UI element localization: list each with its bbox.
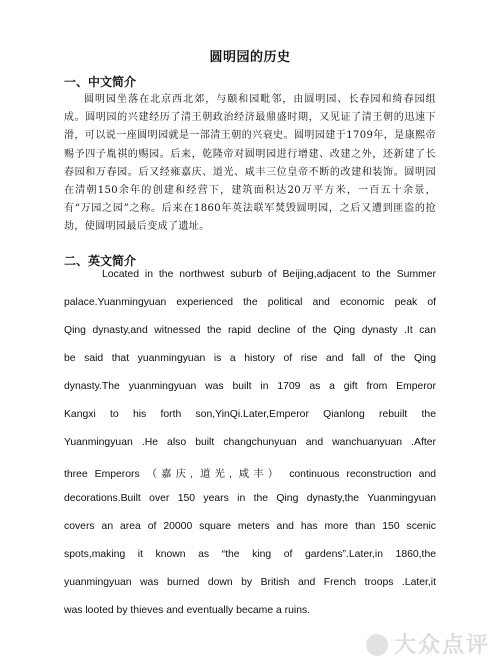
english-line: dynasty.The yuanmingyuan was built in 1709 as a gift from Emperor	[64, 381, 436, 392]
english-line: spots,making it known as “the king of gardens”.Later,in 1860,the	[64, 549, 436, 560]
english-line: yuanmingyuan was burned down by British and French troops .Later,it	[64, 577, 436, 588]
english-line: decorations.Built over 150 years in the Qing dynasty,the Yuanmingyuan	[64, 493, 436, 504]
watermark	[366, 628, 490, 659]
english-line: three Emperors （嘉庆, 道光, 咸丰） continuous reconstruction and	[64, 469, 436, 480]
english-line: Yuanmingyuan .He also built changchunyuan and wanchuanyuan .After	[64, 437, 436, 448]
english-line: Kangxi to his forth son,YinQi.Later,Emperor Qianlong rebuilt the	[64, 409, 436, 420]
document-title: 圆明园的历史	[209, 50, 291, 65]
english-line: be said that yuanmingyuan is a history of rise and fall of the Qing	[64, 353, 436, 364]
english-line: palace.Yuanmingyuan experienced the political and economic peak of	[64, 297, 436, 308]
section-heading-chinese: 一、中文简介	[64, 75, 137, 89]
chinese-paragraph: 圆明园坐落在北京西北郊，与颐和园毗邻，由圆明园、长春园和绮春园组成。圆明园的兴建经历了清王朝政治经济最鼎盛时期，又见证了清王朝的迅速下滑，可以说一座圆明园就是一部清王朝的兴衰史。圆明园建于1709年，是康熙帝赐予四子胤祺的赐园。后来，乾隆帝对圆明园进行增建、改建之外，还新建了长春园和万春园。后又经雍嘉庆、道光、咸丰三位皇帝不断的改建和装饰。圆明园在清朝150余年的创建和经营下，建筑面积达20万平方米，一百五十余景，有“万园之园”之称。后来在1860年英法联军焚毁圆明园，之后又遭到匪盗的抢劫，使圆明园最后变成了遗址。	[64, 94, 436, 233]
watermark-text: 大众点评	[393, 633, 490, 658]
english-line: covers an area of 20000 square meters and has more than 150 scenic	[64, 521, 436, 532]
english-line: Qing dynasty,and witnessed the rapid decline of the Qing dynasty .It can	[64, 325, 436, 336]
watermark-logo-icon	[366, 634, 388, 656]
section-heading-english: 二、英文简介	[64, 254, 137, 268]
english-line: Located in the northwest suburb of Beijing,adjacent to the Summer	[102, 269, 436, 280]
english-line: was looted by thieves and eventually became a ruins.	[64, 605, 311, 616]
